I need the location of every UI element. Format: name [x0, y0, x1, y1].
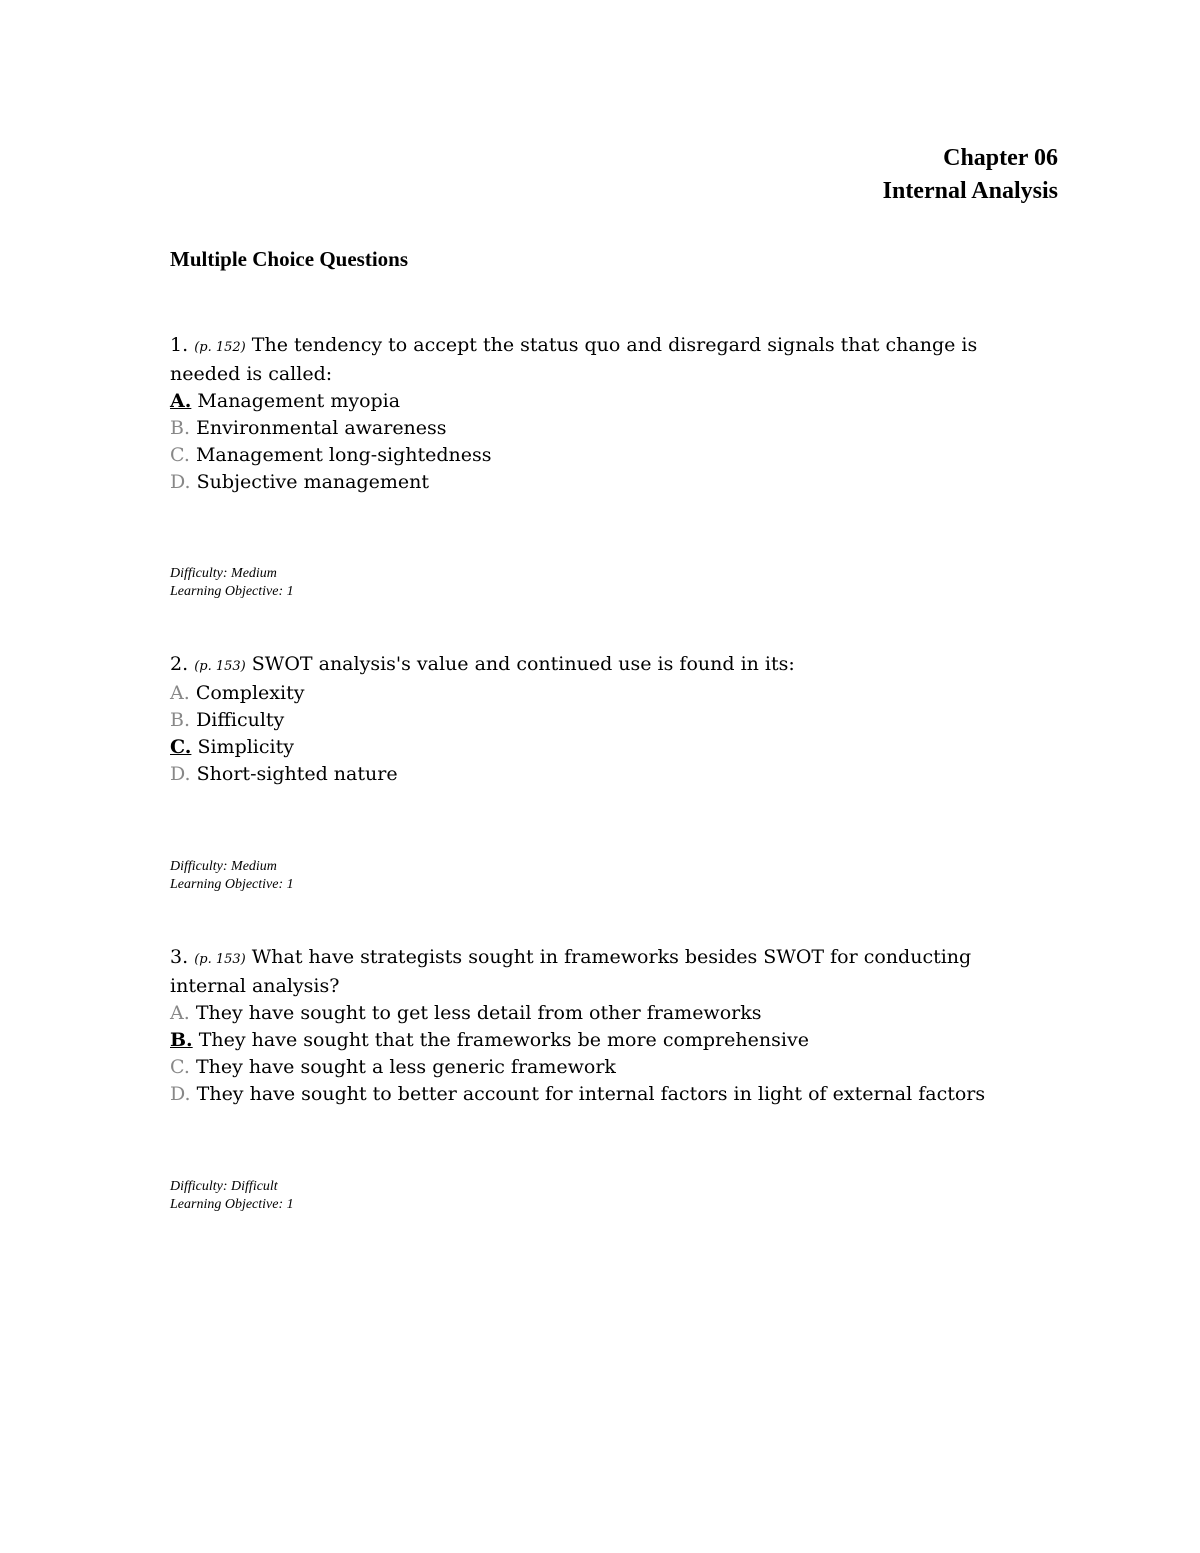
option-text: Complexity — [195, 682, 305, 704]
option-d — [170, 1081, 1050, 1108]
option-a — [170, 1000, 1050, 1027]
option-letter: B. — [170, 417, 191, 439]
option-c — [170, 1054, 1050, 1081]
option-letter: B. — [170, 1029, 193, 1051]
question-text: The tendency to accept the status quo and disregard signals that change is needed is called: — [170, 334, 978, 385]
page-reference: (p. 153) — [194, 659, 246, 674]
option-text: They have sought to better account for internal factors in light of external factors — [196, 1083, 986, 1105]
question-text: What have strategists sought in frameworks besides SWOT for conducting internal analysis? — [170, 946, 972, 997]
option-b — [170, 707, 1050, 734]
option-text: Environmental awareness — [196, 417, 447, 439]
question-number: 1. — [170, 334, 189, 356]
option-letter: A. — [170, 1002, 190, 1024]
option-letter: C. — [170, 736, 192, 758]
question-stem — [170, 332, 1050, 388]
question-3-meta — [170, 1178, 294, 1214]
option-letter: A. — [170, 390, 192, 412]
question-2-meta — [170, 858, 294, 894]
question-2 — [170, 651, 1050, 788]
chapter-number: Chapter 06 — [943, 145, 1058, 171]
difficulty-label: Difficulty: Medium — [170, 859, 277, 874]
option-text: Simplicity — [197, 736, 294, 758]
learning-objective-label: Learning Objective: 1 — [170, 877, 294, 892]
option-text: They have sought to get less detail from other frameworks — [195, 1002, 762, 1024]
option-c — [170, 442, 1050, 469]
chapter-header — [883, 142, 1058, 208]
page-reference: (p. 153) — [194, 952, 246, 967]
option-b — [170, 1027, 1050, 1054]
option-text: They have sought that the frameworks be more comprehensive — [198, 1029, 809, 1051]
chapter-title: Internal Analysis — [882, 178, 1058, 204]
option-b — [170, 415, 1050, 442]
option-letter: D. — [170, 763, 191, 785]
option-text: Difficulty — [196, 709, 285, 731]
option-text: Subjective management — [196, 471, 430, 493]
question-1-meta — [170, 565, 294, 601]
option-c — [170, 734, 1050, 761]
learning-objective-label: Learning Objective: 1 — [170, 584, 294, 599]
option-letter: D. — [170, 1083, 191, 1105]
option-letter: D. — [170, 471, 191, 493]
difficulty-label: Difficulty: Difficult — [170, 1179, 278, 1194]
option-letter: C. — [170, 444, 190, 466]
option-text: Management myopia — [197, 390, 401, 412]
option-a — [170, 680, 1050, 707]
question-stem — [170, 944, 1050, 1000]
question-number: 2. — [170, 653, 189, 675]
option-d — [170, 469, 1050, 496]
question-1 — [170, 332, 1050, 496]
question-stem — [170, 651, 1050, 680]
page-reference: (p. 152) — [194, 340, 246, 355]
option-text: Management long-sightedness — [195, 444, 492, 466]
section-title: Multiple Choice Questions — [170, 247, 409, 271]
question-text: SWOT analysis's value and continued use is found in its: — [251, 653, 795, 675]
learning-objective-label: Learning Objective: 1 — [170, 1197, 294, 1212]
difficulty-label: Difficulty: Medium — [170, 566, 277, 581]
option-a — [170, 388, 1050, 415]
option-letter: B. — [170, 709, 191, 731]
option-text: Short-sighted nature — [196, 763, 398, 785]
question-3 — [170, 944, 1050, 1108]
option-letter: C. — [170, 1056, 190, 1078]
question-number: 3. — [170, 946, 189, 968]
option-d — [170, 761, 1050, 788]
option-text: They have sought a less generic framework — [195, 1056, 616, 1078]
option-letter: A. — [170, 682, 190, 704]
